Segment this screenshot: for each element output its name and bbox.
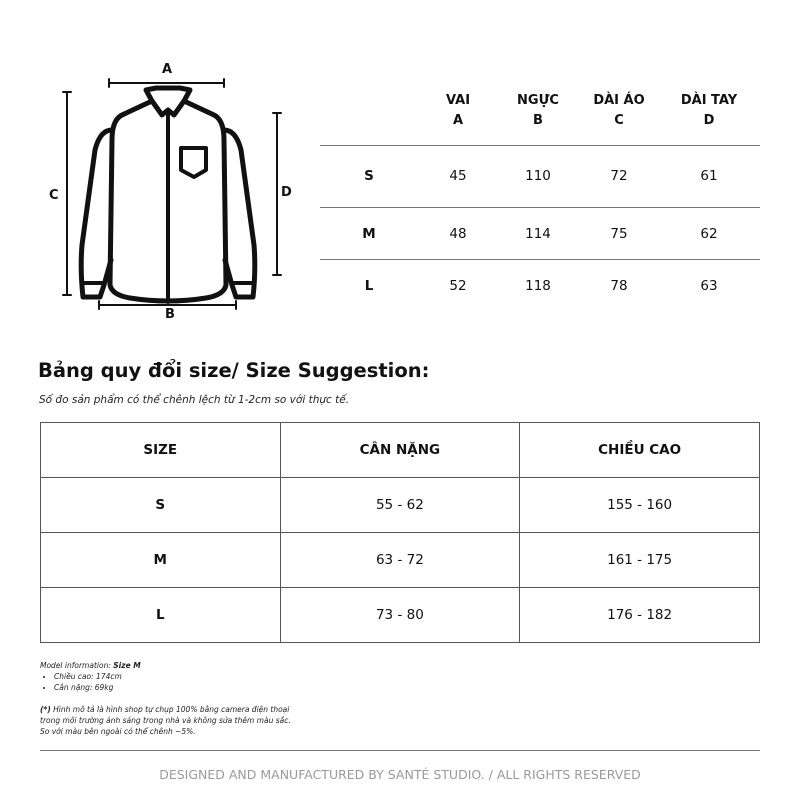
cell-size: L bbox=[41, 588, 281, 643]
cell-dai-tay: 63 bbox=[700, 278, 718, 294]
measurement-header-nguc: NGỰC B bbox=[517, 93, 559, 128]
cell-vai: 45 bbox=[449, 168, 467, 184]
divider bbox=[320, 207, 760, 208]
cell-dai-ao: 78 bbox=[610, 278, 628, 294]
disclaimer: (*) Hình mô tả là hình shop tự chụp 100% bằng camera điện thoại trong môi trường ánh sáng trong nhà và không sửa thêm màu sắc. So với màu bên ngoài có thể chênh ~5%. bbox=[40, 705, 291, 736]
list-item: • Cân nặng: 69kg bbox=[54, 682, 291, 693]
cell-height: 161 - 175 bbox=[520, 533, 760, 588]
header-weight: CÂN NẶNG bbox=[280, 423, 520, 478]
size-suggestion-table bbox=[40, 422, 760, 643]
cell-size: M bbox=[41, 533, 281, 588]
size-label: S bbox=[364, 168, 374, 184]
cell-dai-ao: 75 bbox=[610, 226, 628, 242]
cell-dai-tay: 62 bbox=[700, 226, 718, 242]
page-title: Bảng quy đổi size/ Size Suggestion: bbox=[38, 359, 430, 382]
divider bbox=[320, 259, 760, 260]
dimension-label-a: A bbox=[162, 62, 173, 77]
cell-dai-ao: 72 bbox=[610, 168, 628, 184]
cell-height: 176 - 182 bbox=[520, 588, 760, 643]
dimension-label-c: C bbox=[49, 188, 59, 203]
table-row bbox=[41, 588, 760, 643]
divider bbox=[320, 145, 760, 146]
cell-weight: 73 - 80 bbox=[280, 588, 520, 643]
model-notes bbox=[40, 660, 291, 737]
table-row bbox=[41, 533, 760, 588]
cell-nguc: 110 bbox=[525, 168, 551, 184]
cell-size: S bbox=[41, 478, 281, 533]
divider bbox=[40, 750, 760, 751]
cell-vai: 52 bbox=[449, 278, 467, 294]
size-label: L bbox=[364, 278, 374, 294]
measurement-header-dai-tay: DÀI TAY D bbox=[680, 93, 738, 128]
cell-dai-tay: 61 bbox=[700, 168, 718, 184]
header-height: CHIỀU CAO bbox=[520, 423, 760, 478]
size-label: M bbox=[362, 226, 376, 242]
table-row bbox=[41, 478, 760, 533]
header-size: SIZE bbox=[41, 423, 281, 478]
model-info: Model information: Size M bbox=[40, 661, 141, 670]
footer-text: DESIGNED AND MANUFACTURED BY SANTÉ STUDIO. / ALL RIGHTS RESERVED bbox=[159, 767, 641, 782]
list-item: • Chiều cao: 174cm bbox=[54, 671, 291, 682]
cell-weight: 63 - 72 bbox=[280, 533, 520, 588]
dimension-label-b: B bbox=[165, 307, 175, 322]
measurement-header-vai: VAI A bbox=[445, 93, 471, 128]
shirt-diagram-icon bbox=[40, 60, 300, 330]
cell-nguc: 118 bbox=[525, 278, 551, 294]
cell-height: 155 - 160 bbox=[520, 478, 760, 533]
model-stats-list bbox=[40, 671, 291, 693]
dimension-label-d: D bbox=[281, 185, 292, 200]
cell-weight: 55 - 62 bbox=[280, 478, 520, 533]
cell-vai: 48 bbox=[449, 226, 467, 242]
cell-nguc: 114 bbox=[525, 226, 551, 242]
model-size: Size M bbox=[113, 661, 141, 670]
measurement-header-dai-ao: DÀI ÁO C bbox=[593, 93, 645, 128]
subtitle: Số đo sản phẩm có thể chênh lệch từ 1-2cm so với thực tế. bbox=[39, 394, 350, 406]
table-header-row bbox=[41, 423, 760, 478]
